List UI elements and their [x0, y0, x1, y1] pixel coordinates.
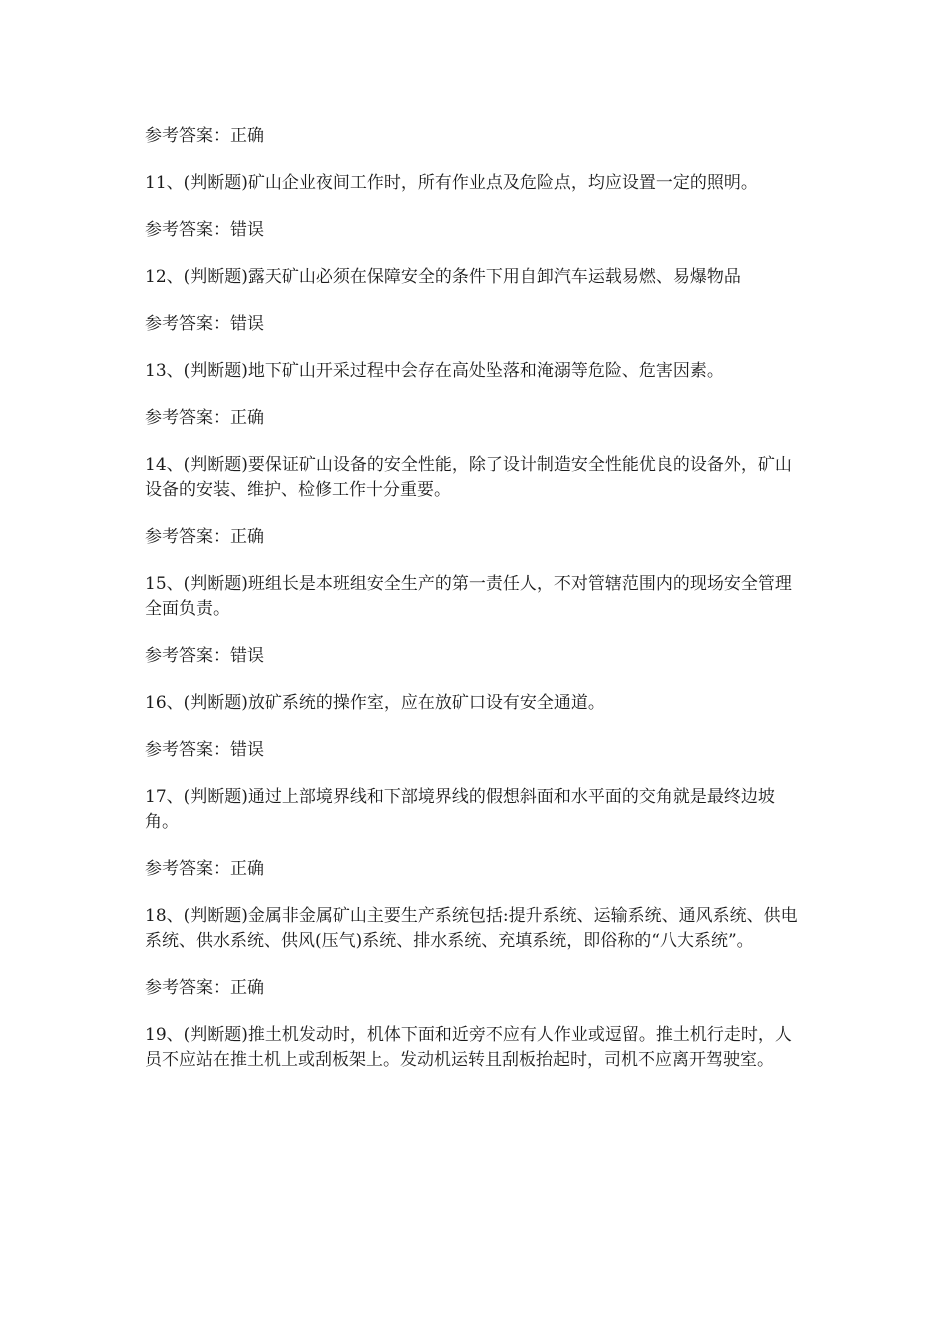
- question-11: 11、(判断题)矿山企业夜间工作时，所有作业点及危险点，均应设置一定的照明。: [145, 173, 758, 193]
- answer-prefix: 参考答案：: [145, 314, 230, 334]
- answer-line-10: [145, 124, 805, 149]
- question-12: 12、(判断题)露天矿山必须在保障安全的条件下用自卸汽车运载易燃、易爆物品: [145, 267, 741, 287]
- answer-value: 正确: [230, 978, 264, 998]
- answer-line-14: [145, 525, 805, 550]
- answer-prefix: 参考答案：: [145, 408, 230, 428]
- answer-line-12: [145, 312, 805, 337]
- question-19: 19、(判断题)推土机发动时，机体下面和近旁不应有人作业或逗留。推土机行走时，人员不应站在推土机上或刮板架上。发动机运转且刮板抬起时，司机不应离开驾驶室。: [145, 1025, 792, 1070]
- answer-line-13: [145, 406, 805, 431]
- answer-line-16: [145, 738, 805, 763]
- answer-line-15: [145, 644, 805, 669]
- answer-value: 错误: [230, 740, 264, 760]
- question-18: 18、(判断题)金属非金属矿山主要生产系统包括:提升系统、运输系统、通风系统、供电系统、供水系统、供风(压气)系统、排水系统、充填系统，即俗称的“八大系统”。: [145, 906, 798, 951]
- answer-value: 正确: [230, 859, 264, 879]
- answer-value: 正确: [230, 527, 264, 547]
- question-13: 13、(判断题)地下矿山开采过程中会存在高处坠落和淹溺等危险、危害因素。: [145, 361, 724, 381]
- question-17: 17、(判断题)通过上部境界线和下部境界线的假想斜面和水平面的交角就是最终边坡角。: [145, 787, 775, 832]
- document-page: [145, 124, 805, 1073]
- question-14: 14、(判断题)要保证矿山设备的安全性能，除了设计制造安全性能优良的设备外，矿山设备的安装、维护、检修工作十分重要。: [145, 455, 792, 500]
- answer-prefix: 参考答案：: [145, 859, 230, 879]
- answer-prefix: 参考答案：: [145, 220, 230, 240]
- answer-value: 正确: [230, 126, 264, 146]
- answer-prefix: 参考答案：: [145, 978, 230, 998]
- question-15: 15、(判断题)班组长是本班组安全生产的第一责任人，不对管辖范围内的现场安全管理全面负责。: [145, 574, 792, 619]
- question-16: 16、(判断题)放矿系统的操作室，应在放矿口设有安全通道。: [145, 693, 605, 713]
- answer-prefix: 参考答案：: [145, 740, 230, 760]
- answer-line-11: [145, 218, 805, 243]
- answer-prefix: 参考答案：: [145, 126, 230, 146]
- answer-value: 错误: [230, 646, 264, 666]
- answer-value: 正确: [230, 408, 264, 428]
- answer-value: 错误: [230, 314, 264, 334]
- answer-line-17: [145, 857, 805, 882]
- answer-prefix: 参考答案：: [145, 527, 230, 547]
- answer-prefix: 参考答案：: [145, 646, 230, 666]
- answer-value: 错误: [230, 220, 264, 240]
- answer-line-18: [145, 976, 805, 1001]
